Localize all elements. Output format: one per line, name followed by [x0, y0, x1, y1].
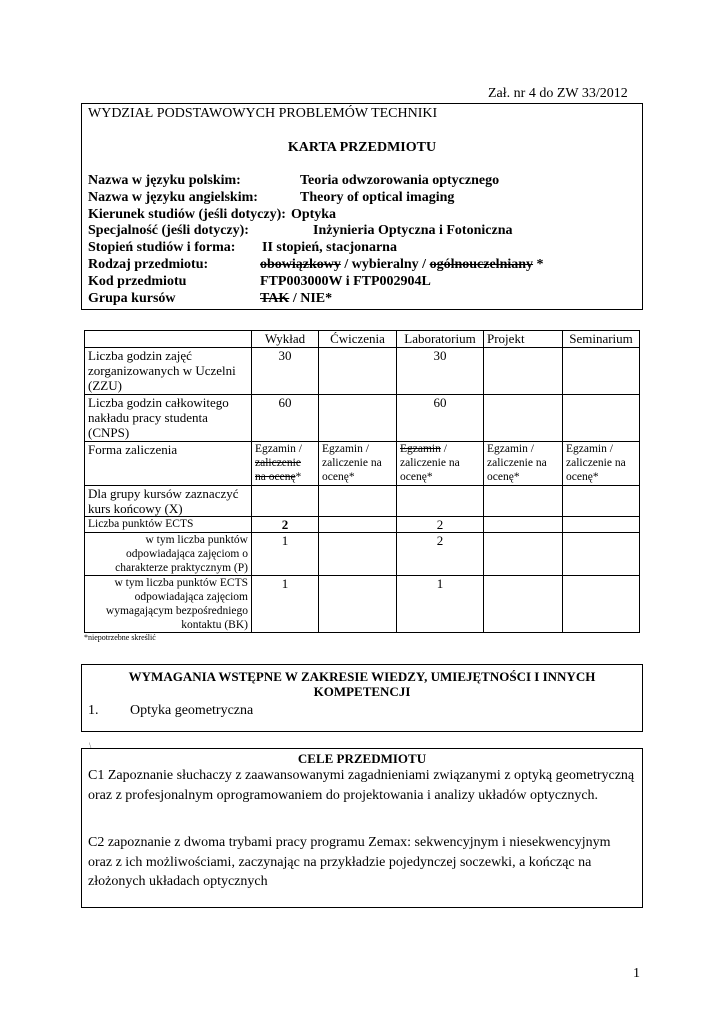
table-cell: [563, 395, 640, 442]
field-value: Theory of optical imaging: [300, 189, 455, 205]
field-label: Specjalność (jeśli dotyczy):: [88, 223, 249, 239]
table-cell: [319, 486, 397, 517]
table-cell: [319, 576, 397, 633]
form-zaliczenie: zaliczenie: [255, 457, 301, 469]
footnote-star: *: [295, 471, 302, 483]
table-cell: [563, 576, 640, 633]
table-cell: 2: [252, 517, 319, 533]
header-exercises: Ćwiczenia: [319, 331, 397, 348]
form-egzamin: Egzamin /: [322, 443, 369, 455]
header-laboratory: Laboratorium: [397, 331, 484, 348]
table-cell: [484, 576, 563, 633]
table-corner-cell: [85, 331, 252, 348]
table-cell: [484, 486, 563, 517]
table-cell: 1: [252, 576, 319, 633]
table-cell: [484, 533, 563, 576]
table-cell: [319, 442, 397, 486]
field-label: Nazwa w języku angielskim:: [88, 189, 258, 205]
card-title: KARTA PRZEDMIOTU: [287, 140, 437, 155]
table-cell: [563, 517, 640, 533]
table-cell: [319, 533, 397, 576]
form-line: [400, 442, 480, 456]
table-row: [85, 533, 640, 576]
struck-option: ogólnouczelniany: [429, 256, 534, 272]
field-value: II stopień, stacjonarna: [262, 240, 397, 256]
form-zaliczenie: zaliczenie na ocenę*: [322, 457, 382, 483]
field-label: Kierunek studiów (jeśli dotyczy):: [88, 206, 286, 222]
table-cell: 2: [397, 533, 484, 576]
field-value: Optyka: [290, 206, 337, 222]
row-label-practical: w tym liczba punktów odpowiadająca zajęciom o charakterze praktycznym (P): [85, 533, 252, 576]
requirements-title: WYMAGANIA WSTĘPNE W ZAKRESIE WIEDZY, UMIEJĘTNOŚCI I INNYCH KOMPETENCJI: [128, 669, 596, 699]
table-cell: [397, 442, 484, 486]
table-cell: [484, 395, 563, 442]
field-value: [260, 291, 332, 308]
field-value: [260, 257, 544, 274]
field-specialty: [88, 223, 544, 240]
hours-table: [84, 330, 640, 633]
struck-option: obowiązkowy: [260, 256, 341, 272]
row-label-zzu: Liczba godzin zajęć zorganizowanych w Uczelni (ZZU): [85, 348, 252, 395]
faculty-name: WYDZIAŁ PODSTAWOWYCH PROBLEMÓW TECHNIKI: [88, 106, 438, 121]
table-cell: 1: [397, 576, 484, 633]
header-lecture: Wykład: [252, 331, 319, 348]
requirement-item: [88, 703, 253, 719]
form-zaliczenie: zaliczenie na ocenę*: [487, 457, 547, 483]
field-value: Inżynieria Optyczna i Fotoniczna: [313, 223, 513, 239]
struck-option: TAK: [260, 290, 290, 306]
footnote: *niepotrzebne skreślić: [84, 633, 156, 642]
requirements-box: [81, 664, 643, 732]
table-cell: [319, 395, 397, 442]
row-label-cnps: Liczba godzin całkowitego nakładu pracy studenta (CNPS): [85, 395, 252, 442]
form-egzamin: Egzamin /: [566, 443, 613, 455]
table-row: [85, 517, 640, 533]
goal-c2: C2 zapoznanie z dwoma trybami pracy programu Zemax: sekwencyjnym i niesekwencyjnym oraz z ich możliwościami, zaczynając na przykładzie pojedynczej soczewki, a kończąc na złożonych układach optycznych: [88, 835, 611, 889]
header-seminar: Seminarium: [563, 331, 640, 348]
requirement-text: Optyka geometryczna: [130, 703, 254, 718]
form-line: [255, 470, 315, 484]
field-name-en: [88, 190, 544, 207]
field-group: [88, 291, 544, 308]
option-separator: / wybieralny /: [340, 256, 430, 272]
table-cell: [252, 442, 319, 486]
form-na-ocene: na ocenę: [255, 471, 296, 483]
table-row: [85, 395, 640, 442]
table-row: [85, 348, 640, 395]
course-fields: [88, 173, 544, 307]
table-cell: 1: [252, 533, 319, 576]
table-cell: [563, 533, 640, 576]
table-cell: 30: [252, 348, 319, 395]
field-code: [88, 274, 544, 291]
field-label: Kod przedmiotu: [88, 273, 187, 289]
table-cell: [484, 517, 563, 533]
goals-title: CELE PRZEDMIOTU: [297, 751, 427, 766]
field-label: Rodzaj przedmiotu:: [88, 256, 209, 272]
table-row: [85, 486, 640, 517]
table-cell: [319, 348, 397, 395]
row-label-direct-contact: w tym liczba punktów ECTS odpowiadająca zajęciom wymagającym bezpośredniego kontaktu (BK): [85, 576, 252, 633]
form-zaliczenie: zaliczenie na ocenę*: [566, 457, 626, 483]
table-cell: 60: [252, 395, 319, 442]
form-egzamin: Egzamin /: [487, 443, 534, 455]
table-cell: [563, 486, 640, 517]
table-cell: [252, 486, 319, 517]
field-label: Grupa kursów: [88, 290, 176, 306]
table-row: [85, 442, 640, 486]
form-egzamin-struck: Egzamin: [400, 443, 441, 455]
goals-box: [81, 748, 643, 908]
field-type: [88, 257, 544, 274]
field-value: Teoria odwzorowania optycznego: [300, 173, 500, 188]
field-label: Nazwa w języku polskim:: [88, 173, 241, 188]
form-slash: /: [440, 443, 447, 455]
table-header-row: [85, 331, 640, 348]
option-rest: / NIE*: [289, 290, 333, 306]
attachment-reference: Zał. nr 4 do ZW 33/2012: [488, 86, 628, 101]
course-header-box: [81, 103, 643, 310]
table-cell: [484, 348, 563, 395]
table-cell: 60: [397, 395, 484, 442]
field-name-pl: [88, 173, 544, 190]
row-label-form: Forma zaliczenia: [85, 442, 252, 486]
table-cell: [397, 486, 484, 517]
goal-c1: C1 Zapoznanie słuchaczy z zaawansowanymi zagadnieniami związanymi z optyką geometryczną oraz z profesjonalnym oprogramowaniem do projektowania i analizy układów optycznych.: [88, 768, 635, 803]
page-number: 1: [633, 966, 640, 981]
table-cell: [563, 348, 640, 395]
form-zaliczenie: zaliczenie na ocenę*: [400, 457, 460, 483]
row-label-ects: Liczba punktów ECTS: [85, 517, 252, 533]
requirement-number: 1.: [88, 703, 99, 718]
footnote-star: *: [533, 256, 544, 272]
field-value: FTP003000W i FTP002904L: [260, 273, 431, 289]
stray-mark: \: [89, 741, 92, 750]
table-cell: 30: [397, 348, 484, 395]
table-cell: 2: [397, 517, 484, 533]
row-label-final: Dla grupy kursów zaznaczyć kurs końcowy (X): [85, 486, 252, 517]
table-row: [85, 576, 640, 633]
field-direction: [88, 207, 544, 224]
header-project: Projekt: [484, 331, 563, 348]
table-cell: [319, 517, 397, 533]
field-label: Stopień studiów i forma:: [88, 240, 236, 256]
form-egzamin: Egzamin /: [255, 443, 302, 455]
field-level: [88, 240, 544, 257]
table-cell: [484, 442, 563, 486]
table-cell: [563, 442, 640, 486]
